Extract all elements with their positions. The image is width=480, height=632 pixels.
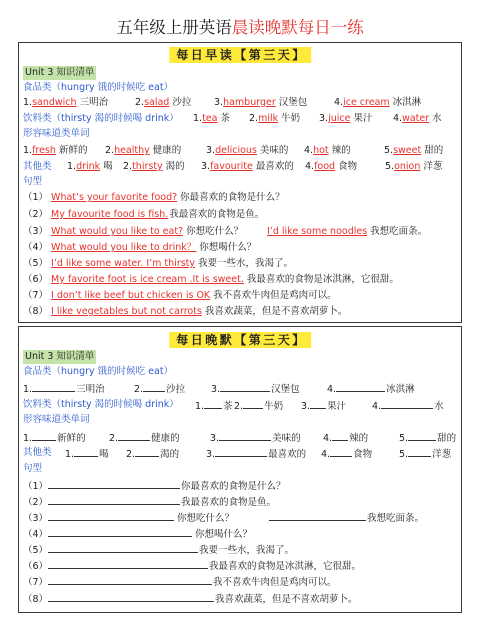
unit-label: Unit 3 知识清单 [25,351,95,362]
morning-header: 每日早读【第三天】 [169,47,311,63]
chinese-meaning: 喝 [103,161,113,172]
vocab-item [135,96,191,110]
sentence-number: （3） [23,226,49,237]
chinese-meaning: 新鲜的 [57,433,86,444]
sentence-number: （2） [23,209,49,220]
sentence [23,510,234,526]
vocab-item [393,112,442,126]
vocab-item [23,96,108,110]
other-row [19,160,461,174]
dictation-item [399,430,456,446]
dictation-item [210,430,301,446]
chinese-meaning: 牛奶 [281,113,301,124]
item-number: 5. [399,433,409,444]
english-word: fresh [32,145,56,156]
chinese-meaning: 最喜欢的 [255,161,294,172]
vocab-item [193,112,230,126]
morning-header-row [19,47,461,63]
chinese-meaning: 冰淇淋 [386,384,415,395]
item-number: 1. [23,97,33,108]
english-word: onion [394,161,421,172]
sentence-row [19,289,461,303]
item-number: 3. [206,145,216,156]
sentence-row [19,273,461,287]
answer-blank [332,430,348,441]
item-number: 2. [105,145,115,156]
dictation-item [327,381,415,397]
sentence [23,241,256,255]
sentence [23,289,337,303]
item-number: 5. [384,145,394,156]
answer-blank [330,446,352,457]
sentence-number: （6） [23,274,49,285]
dictation-item [234,398,283,414]
chinese-meaning: 牛奶 [264,401,284,412]
sentence-number: （2） [23,497,49,508]
chinese-meaning: 三明治 [76,384,105,395]
title-black-part: 五年级上册英语 [116,18,232,37]
chinese-meaning: 新鲜的 [58,145,88,156]
answer-blank [48,542,198,553]
dictation-item [321,446,372,462]
other-row [19,446,461,460]
item-number: 3. [211,384,221,395]
sentence [23,225,243,239]
dictation-item [126,446,179,462]
sentence-chinese: 我最喜欢的食物是鱼。 [181,497,277,508]
answer-blank [48,558,208,569]
item-number: 1. [193,113,203,124]
sentence-number: （3） [23,513,49,524]
answer-blank [408,430,436,441]
item-number: 2. [134,384,144,395]
vocab-item [23,144,87,158]
taste-items-row [19,144,461,158]
item-number: 4. [393,113,403,124]
worksheet-title [0,17,480,39]
vocab-item [123,160,185,174]
answer-blank [220,381,270,392]
sentence-chinese: 我不喜欢牛肉但是鸡肉可以。 [213,290,337,301]
item-number: 3. [206,449,216,460]
dictation-item [65,446,109,462]
vocab-item [304,144,351,158]
sentence-english: What would you like to drink？ [51,242,197,253]
chinese-meaning: 洋葱 [423,161,443,172]
sentence [23,542,294,558]
sentence-chinese: 我要一些水，我渴了。 [199,545,295,556]
sentence-row [19,225,461,239]
evening-header: 每日晚默【第三天】 [169,332,311,348]
sentence-english: I don’t like beef but chicken is OK [51,290,211,301]
sentence-number: （1） [23,192,49,203]
answer-blank [143,381,165,392]
item-number: 2. [135,97,145,108]
chinese-meaning: 汉堡包 [278,97,308,108]
sentence [23,494,276,510]
chinese-meaning: 甜的 [437,433,457,444]
sentence-number: （8） [23,306,49,317]
item-number: 3. [301,401,311,412]
sentence-chinese: 你想吃什么？ [177,513,235,524]
item-number: 3. [210,433,220,444]
item-number: 1. [23,433,33,444]
sentence-row [19,574,461,588]
item-number: 4. [305,161,315,172]
answer-blank [215,446,267,457]
item-number: 2. [249,113,259,124]
english-word: water [402,113,430,124]
chinese-meaning: 甜的 [424,145,444,156]
sentence-english: My favorite foot is ice cream .It is sweet. [51,274,244,285]
sentence-row [19,305,461,319]
vocab-item [305,160,357,174]
english-word: hot [313,145,329,156]
item-number: 4. [321,449,331,460]
other-heading: 其他类 [23,447,52,458]
morning-reading-box [18,42,462,323]
sentence-row [19,257,461,271]
sentence-row [19,494,461,508]
answer-blank [204,398,222,409]
vocab-item [214,96,307,110]
answer-blank [118,430,150,441]
sentence-row [19,510,461,524]
vocab-item [201,160,294,174]
chinese-meaning: 汉堡包 [271,384,300,395]
item-number: 4. [334,97,344,108]
answer-blank [48,591,214,602]
english-word: juice [328,113,351,124]
chinese-meaning: 果汁 [327,401,347,412]
chinese-meaning: 渴的 [160,449,180,460]
taste-heading: 形容味道类单词 [23,128,90,139]
chinese-meaning: 辣的 [349,433,369,444]
sentence-row [19,478,461,492]
sentence-number: （5） [23,545,49,556]
sentence-heading: 句型 [23,463,43,474]
item-number: 4. [304,145,314,156]
food-heading: 食品类（hungry 饿的时候吃 eat） [23,82,174,93]
item-number: 1. [23,384,33,395]
taste-heading-row [19,413,461,427]
answer-blank [381,398,433,409]
vocab-item [206,144,288,158]
vocab-item [249,112,300,126]
sentence-chinese: 你最喜欢的食物是什么？ [180,192,285,203]
sentence-english: I like vegetables but not carrots [51,306,202,317]
chinese-meaning: 食物 [353,449,373,460]
chinese-meaning: 洋葱 [432,449,452,460]
chinese-meaning: 三明治 [79,97,109,108]
english-word: delicious [215,145,257,156]
dictation-item [206,446,306,462]
english-word: salad [144,97,170,108]
answer-blank [74,446,98,457]
answer-blank [48,526,192,537]
english-word: favourite [210,161,253,172]
answer-blank [408,446,431,457]
sentence-english: What would you like to eat? [51,226,184,237]
dictation-item [399,446,451,462]
chinese-meaning: 茶 [220,113,230,124]
item-number: 1. [195,401,205,412]
chinese-meaning: 美味的 [259,145,289,156]
english-word: food [314,161,336,172]
item-number: 5. [385,161,395,172]
item-number: 4. [323,433,333,444]
item-number: 2. [109,433,119,444]
food-heading-row [19,365,461,379]
sentence-chinese: 你想喝什么？ [195,529,253,540]
answer-blank [310,398,326,409]
chinese-meaning: 喝 [99,449,109,460]
dictation-item [211,381,300,397]
sentence-answer [269,510,424,526]
item-number: 1. [67,161,77,172]
chinese-meaning: 沙拉 [172,97,192,108]
sentence-english: What’s your favorite food? [51,192,178,203]
vocab-item [67,160,113,174]
sentence-chinese: 我喜欢蔬菜，但是不喜欢胡萝卜。 [204,306,348,317]
english-word: ice cream [343,97,390,108]
sentence-chinese: 我最喜欢的食物是冰淇淋，它很甜。 [209,561,362,572]
english-word: drink [76,161,101,172]
item-number: 3. [201,161,211,172]
sentence-chinese: 我最喜欢的食物是冰淇淋，它很甜。 [246,274,399,285]
dictation-item [23,381,105,397]
sentence-row [19,591,461,605]
unit-label: Unit 3 知识清单 [25,67,95,78]
item-number: 4. [327,384,337,395]
drink-heading: 饮料类（thirsty 渴的时候喝 drink） [23,399,179,410]
sentence-chinese: 我最喜欢的食物是鱼。 [169,209,265,220]
answer-blank [48,510,174,521]
item-number: 2. [234,401,244,412]
answer-blank [243,398,263,409]
vocab-item [334,96,421,110]
drink-row [19,112,461,126]
sentence-heading: 句型 [23,176,43,187]
sentence-number: （7） [23,290,49,301]
item-number: 3. [319,113,329,124]
english-word: tea [202,113,218,124]
item-number: 1. [65,449,75,460]
sentence [23,257,293,271]
vocab-item [105,144,181,158]
sentence-number: （5） [23,258,49,269]
taste-heading-row [19,127,461,141]
taste-items-row [19,430,461,444]
answer-blank [269,510,366,521]
sentence-answer [264,225,427,239]
answer-blank [336,381,385,392]
other-heading: 其他类 [23,161,52,172]
answer-blank [219,430,271,441]
chinese-meaning: 水 [432,113,442,124]
dictation-item [134,381,185,397]
sentence [23,273,399,287]
sentence [23,191,285,205]
sentence-english: I’d like some water. I’m thirsty [51,258,196,269]
sentence-english: I’d like some noodles [267,226,368,237]
english-word: milk [258,113,279,124]
sentence-row [19,208,461,222]
food-items-row [19,381,461,395]
sentence-number: （4） [23,529,49,540]
sentence-number: （7） [23,577,49,588]
english-word: sandwich [32,97,77,108]
food-heading: 食品类（hungry 饿的时候吃 eat） [23,366,174,377]
dictation-item [372,398,444,414]
sentence-chinese: 我不喜欢牛肉但是鸡肉可以。 [213,577,337,588]
drink-heading: 饮料类（thirsty 渴的时候喝 drink） [23,113,179,124]
drink-row [19,398,461,412]
chinese-meaning: 食物 [338,161,358,172]
sentence-chinese: 我喜欢蔬菜，但是不喜欢胡萝卜。 [215,594,358,605]
answer-blank [48,494,180,505]
chinese-meaning: 沙拉 [166,384,186,395]
chinese-meaning: 茶 [223,401,233,412]
dictation-item [195,398,233,414]
item-number: 4. [372,401,382,412]
dictation-item [323,430,368,446]
sentence-row [19,558,461,572]
evening-header-row [19,332,461,348]
sentence-chinese: 我想吃面条。 [367,513,425,524]
evening-dictation-box [18,326,462,613]
chinese-meaning: 冰淇淋 [392,97,422,108]
sentence-row [19,241,461,255]
unit-row [19,66,461,80]
chinese-meaning: 健康的 [152,145,182,156]
sentence-number: （8） [23,594,49,605]
dictation-item [301,398,346,414]
chinese-meaning: 渴的 [165,161,185,172]
sentence [23,526,252,542]
vocab-item [384,144,443,158]
sentence-chinese: 你想吃什么？ [186,226,244,237]
taste-heading: 形容味道类单词 [23,414,90,425]
sentence-row [19,191,461,205]
answer-blank [48,574,212,585]
answer-blank [135,446,159,457]
sentence-number: （4） [23,242,49,253]
english-word: thirsty [132,161,163,172]
sentence [23,305,347,319]
sentence-heading-row [19,462,461,476]
sentence-chinese: 我要一些水，我渴了。 [198,258,294,269]
item-number: 3. [214,97,224,108]
food-heading-row [19,81,461,95]
dictation-item [23,430,86,446]
answer-blank [32,430,56,441]
item-number: 2. [123,161,133,172]
sentence-chinese: 我想吃面条。 [370,226,428,237]
english-word: healthy [114,145,150,156]
answer-blank [48,478,180,489]
sentence-number: （1） [23,481,49,492]
vocab-item [319,112,372,126]
chinese-meaning: 果汁 [353,113,373,124]
chinese-meaning: 美味的 [272,433,301,444]
english-word: hamburger [223,97,276,108]
dictation-item [109,430,180,446]
sentence-number: （6） [23,561,49,572]
answer-blank [32,381,75,392]
title-red-part: 晨读晚默每日一练 [231,18,364,37]
sentence-chinese: 你最喜欢的食物是什么？ [181,481,286,492]
sentence-english: My favourite food is fish. [51,209,169,220]
chinese-meaning: 水 [434,401,444,412]
item-number: 1. [23,145,33,156]
sentence [23,574,337,590]
sentence [23,208,264,222]
sentence-row [19,526,461,540]
chinese-meaning: 健康的 [151,433,180,444]
item-number: 2. [126,449,136,460]
food-items-row [19,96,461,110]
sentence [23,478,286,494]
chinese-meaning: 最喜欢的 [268,449,307,460]
english-word: sweet [393,145,422,156]
vocab-item [385,160,442,174]
unit-row [19,350,461,364]
chinese-meaning: 辣的 [331,145,351,156]
sentence-row [19,542,461,556]
sentence [23,591,358,607]
sentence-heading-row [19,175,461,189]
item-number: 5. [399,449,409,460]
sentence [23,558,361,574]
sentence-chinese: 你想喝什么？ [199,242,257,253]
